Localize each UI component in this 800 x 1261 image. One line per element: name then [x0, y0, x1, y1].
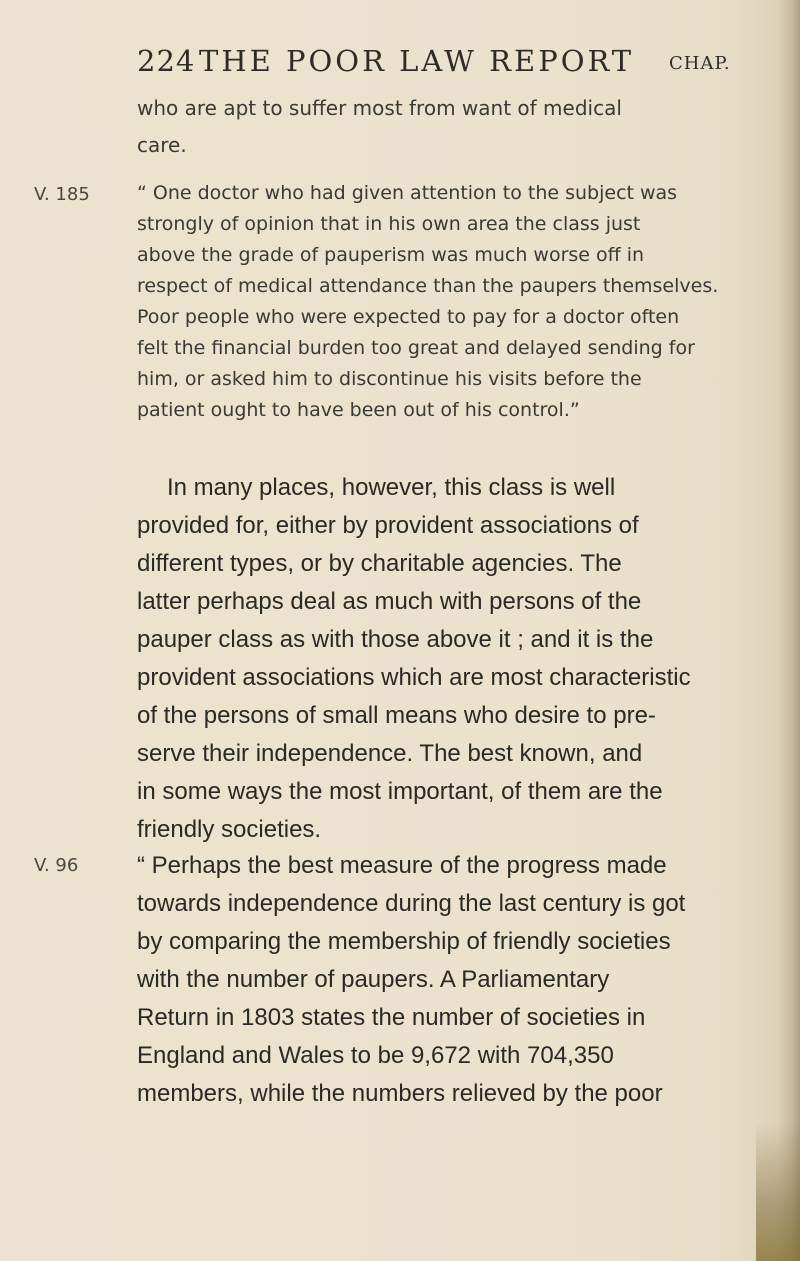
- text-line: of the persons of small means who desire to pre-: [137, 702, 656, 729]
- text-line: friendly societies.: [137, 816, 322, 843]
- text-line: England and Wales to be 9,672 with 704,350: [137, 1042, 614, 1069]
- text-line: Poor people who were expected to pay for a doctor often: [137, 306, 680, 328]
- text-line: members, while the numbers relieved by the poor: [137, 1080, 663, 1107]
- running-title: THE POOR LAW REPORT: [199, 44, 635, 78]
- page-corner-stain: [756, 1121, 800, 1261]
- text-line: “ Perhaps the best measure of the progress made: [137, 852, 667, 879]
- text-line: in some ways the most important, of them are the: [137, 778, 663, 805]
- text-line: provided for, either by provident associations of: [137, 512, 639, 539]
- text-line: patient ought to have been out of his control.”: [137, 399, 580, 421]
- text-line: different types, or by charitable agencies. The: [137, 550, 622, 577]
- text-line: felt the financial burden too great and delayed sending for: [137, 337, 695, 359]
- text-line: strongly of opinion that in his own area the class just: [137, 213, 641, 235]
- chapter-label: CHAP.: [669, 53, 731, 74]
- text-line: above the grade of pauperism was much worse off in: [137, 244, 645, 266]
- page-number: 224: [137, 44, 196, 78]
- text-line: towards independence during the last century is got: [137, 890, 686, 917]
- margin-reference: V. 185: [34, 184, 90, 205]
- page-edge-shadow: [778, 0, 800, 1261]
- page-header: [137, 44, 777, 84]
- text-line: pauper class as with those above it ; and it is the: [137, 626, 654, 653]
- text-line: latter perhaps deal as much with persons of the: [137, 588, 642, 615]
- text-line: care.: [137, 133, 187, 157]
- text-line: In many places, however, this class is well: [167, 474, 616, 501]
- text-line: by comparing the membership of friendly societies: [137, 928, 671, 955]
- text-line: with the number of paupers. A Parliamentary: [137, 966, 610, 993]
- text-line: serve their independence. The best known, and: [137, 740, 643, 767]
- margin-reference: V. 96: [34, 855, 79, 876]
- text-line: him, or asked him to discontinue his visits before the: [137, 368, 642, 390]
- text-line: who are apt to suffer most from want of medical: [137, 96, 622, 120]
- text-line: Return in 1803 states the number of societies in: [137, 1004, 646, 1031]
- text-line: provident associations which are most characteristic: [137, 664, 691, 691]
- text-line: respect of medical attendance than the paupers themselves.: [137, 275, 719, 297]
- text-line: “ One doctor who had given attention to the subject was: [137, 182, 678, 204]
